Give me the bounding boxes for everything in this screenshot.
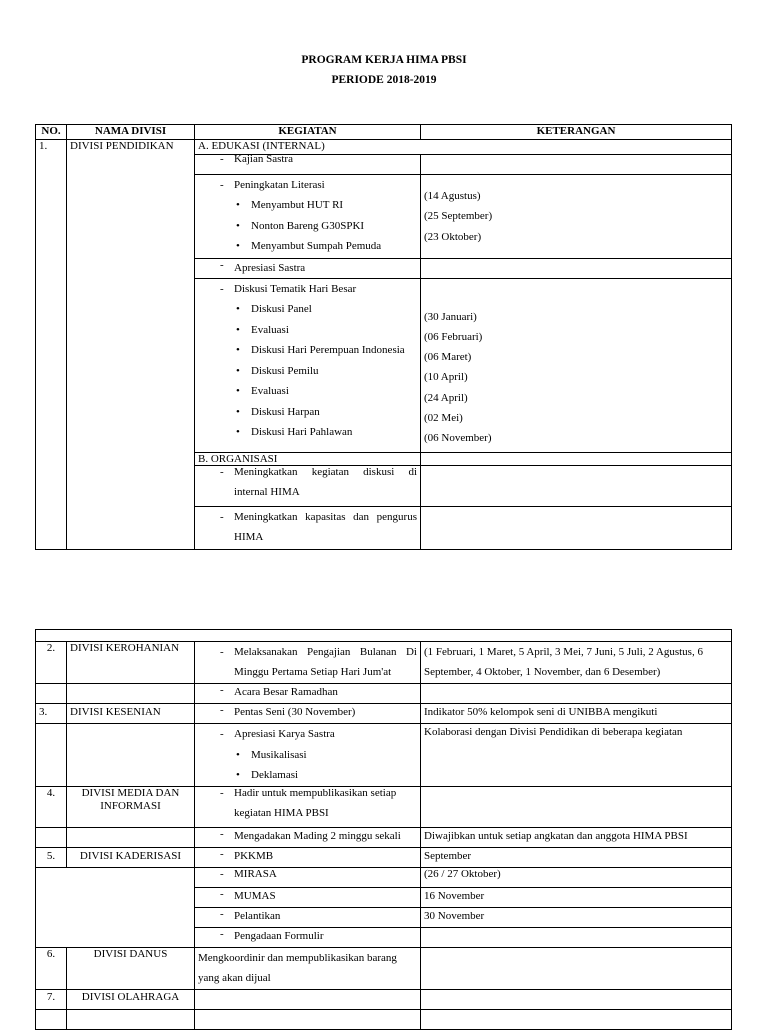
activity-diskusi: - Diskusi Tematik Hari Besar (198, 279, 417, 300)
table-row (36, 848, 732, 868)
note-item: (06 Maret) (424, 351, 472, 364)
activity-literasi: - Peningkatan Literasi (198, 175, 417, 196)
note-item: (30 Januari) (424, 310, 477, 323)
table-row (36, 154, 732, 174)
note-item: (25 September) (424, 210, 493, 223)
division-name: DIVISI MEDIA DAN INFORMASI (67, 787, 195, 828)
table-row (36, 684, 732, 704)
note-item: (23 Oktober) (424, 230, 482, 243)
document-title: PROGRAM KERJA HIMA PBSI (301, 54, 467, 66)
table-row (36, 787, 732, 828)
header-note: KETERANGAN (421, 125, 732, 140)
table-row (36, 948, 732, 990)
note-kaderisasi: September (421, 848, 732, 868)
activity-mading: - Mengadakan Mading 2 minggu sekali (198, 828, 417, 844)
program-table-2 (35, 629, 732, 1030)
activity-kajian: - Kajian Sastra (198, 154, 417, 166)
activity-pentas: - Pentas Seni (30 November) (198, 704, 417, 720)
division-name: DIVISI OLAHRAGA (67, 990, 195, 1010)
list-item: • Deklamasi (198, 765, 417, 786)
row-no: 4. (36, 787, 67, 828)
list-item: • Diskusi Hari Perempuan Indonesia (198, 340, 417, 361)
activity-kaderisasi: - Pengadaan Formulir (198, 928, 417, 944)
document-period: PERIODE 2018-2019 (331, 74, 437, 86)
note-kaderisasi (421, 928, 732, 948)
table-row (36, 828, 732, 848)
table-top-row (36, 630, 732, 642)
division-name: DIVISI PENDIDIKAN (67, 140, 195, 155)
list-item: • Musikalisasi (198, 745, 417, 766)
note-mading: Diwajibkan untuk setiap angkatan dan anggota HIMA PBSI (421, 828, 732, 848)
table-header-row (36, 125, 732, 140)
table-row (36, 724, 732, 787)
list-item: • Menyambut Sumpah Pemuda (198, 236, 417, 257)
activity-kaderisasi: - MUMAS (198, 888, 417, 904)
note-karya: Kolaborasi dengan Divisi Pendidikan di beberapa kegiatan (421, 724, 732, 787)
row-no: 2. (36, 642, 67, 684)
activity-pengajian: - Melaksanakan Pengajian Bulanan Di Minggu Pertama Setiap Hari Jum'at (198, 642, 417, 682)
row-no: 7. (36, 990, 67, 1010)
division-name: DIVISI KADERISASI (67, 848, 195, 868)
row-no: 6. (36, 948, 67, 990)
activity-ramadhan: - Acara Besar Ramadhan (198, 684, 417, 700)
section-a-label: A. EDUKASI (INTERNAL) (195, 140, 732, 155)
list-item: • Nonton Bareng G30SPKI (198, 216, 417, 237)
note-kaderisasi: 30 November (421, 908, 732, 928)
list-item: • Diskusi Harpan (198, 402, 417, 423)
program-table-1 (35, 124, 732, 550)
activity-org2: - Meningkatkan kapasitas dan pengurus HIMA (198, 507, 417, 547)
list-item: • Diskusi Panel (198, 299, 417, 320)
table-row (36, 140, 732, 155)
activity-kaderisasi: - MIRASA (198, 868, 417, 880)
note-item: (06 Februari) (424, 330, 483, 343)
header-activity: KEGIATAN (195, 125, 421, 140)
header-division: NAMA DIVISI (67, 125, 195, 140)
header-no: NO. (36, 125, 67, 140)
activity-apresiasi: - Apresiasi Sastra (198, 259, 417, 276)
division-name: DIVISI DANUS (67, 948, 195, 990)
row-no: 5. (36, 848, 67, 868)
division-name: DIVISI KEROHANIAN (67, 642, 195, 684)
note-item: (14 Agustus) (424, 189, 481, 202)
note-kaderisasi: 16 November (421, 888, 732, 908)
table-row (36, 990, 732, 1010)
note-pengajian: (1 Februari, 1 Maret, 5 April, 3 Mei, 7 Juni, 5 Juli, 2 Agustus, 6 September, 4 Oktober, 1 November, dan 6 Desember) (421, 642, 732, 684)
note-item: (24 April) (424, 391, 468, 404)
list-item: • Evaluasi (198, 320, 417, 341)
activity-kaderisasi: - PKKMB (198, 848, 417, 864)
note-item: (06 November) (424, 431, 492, 444)
list-item: • Diskusi Hari Pahlawan (198, 422, 417, 443)
list-item: • Evaluasi (198, 381, 417, 402)
section-b-label: B. ORGANISASI (195, 452, 421, 465)
note-pentas: Indikator 50% kelompok seni di UNIBBA mengikuti (421, 704, 732, 724)
activity-kaderisasi: - Pelantikan (198, 908, 417, 924)
table-row (36, 642, 732, 684)
list-item: • Diskusi Pemilu (198, 361, 417, 382)
note-item: (10 April) (424, 371, 468, 384)
division-name: DIVISI KESENIAN (67, 704, 195, 724)
note-kaderisasi: (26 / 27 Oktober) (421, 868, 732, 888)
note-item: (02 Mei) (424, 411, 463, 424)
activity-karya: - Apresiasi Karya Sastra (198, 724, 417, 745)
activity-org1: - Meningkatkan kegiatan diskusi di internal HIMA (198, 465, 417, 502)
table-row (36, 704, 732, 724)
table-row (36, 868, 732, 888)
activity-danus: Mengkoordinir dan mempublikasikan barang yang akan dijual (195, 948, 421, 990)
table-row (36, 1010, 732, 1030)
row-no: 3. (36, 704, 67, 724)
row-no: 1. (36, 140, 67, 155)
list-item: • Menyambut HUT RI (198, 195, 417, 216)
activity-publikasi: - Hadir untuk mempublikasikan setiap kegiatan HIMA PBSI (198, 787, 417, 824)
